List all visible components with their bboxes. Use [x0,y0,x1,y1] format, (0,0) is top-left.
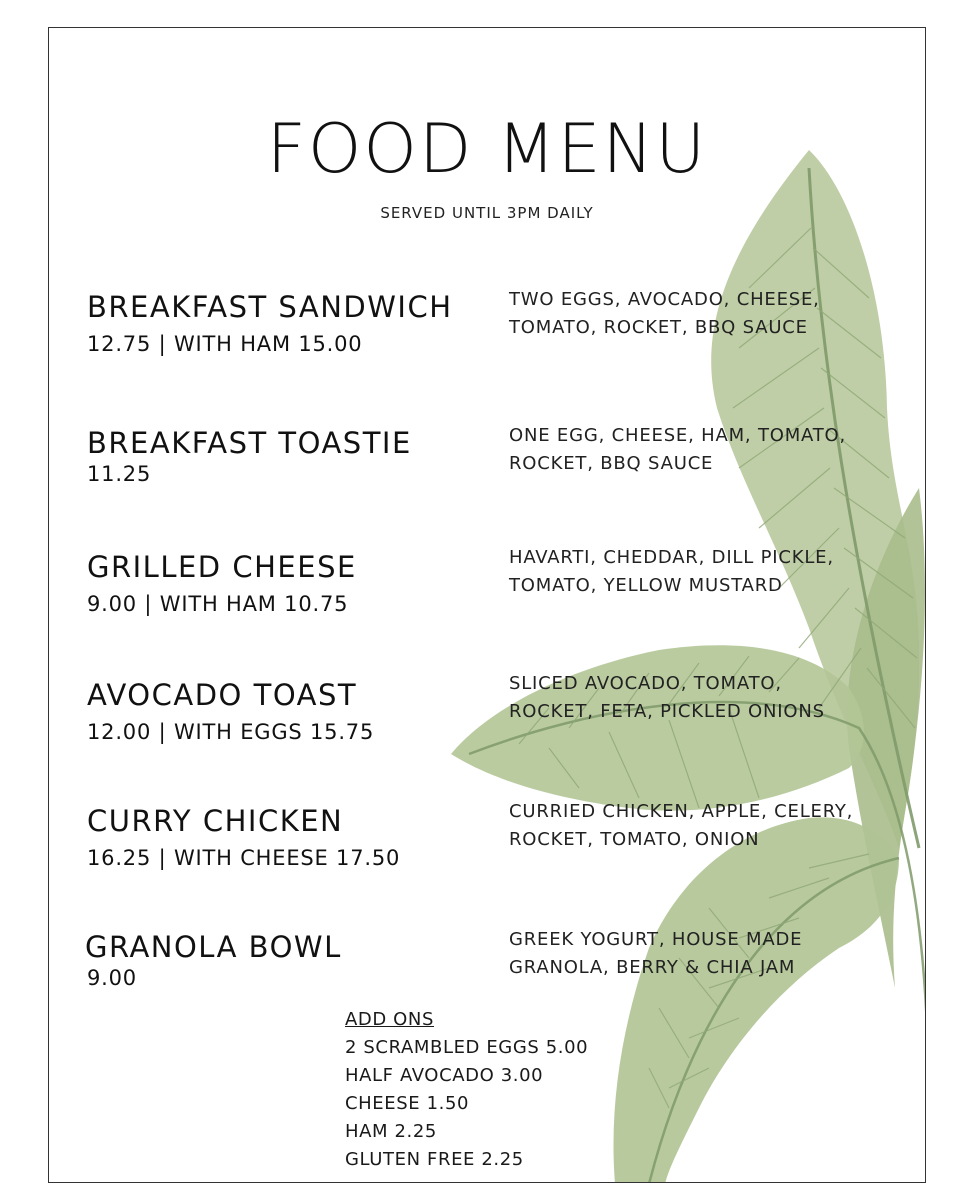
add-on-item: HALF AVOCADO 3.00 [345,1065,544,1086]
menu-item-description-line: TOMATO, YELLOW MUSTARD [509,575,783,596]
menu-item-name: GRANOLA BOWL [85,930,342,964]
menu-item-description-line: SLICED AVOCADO, TOMATO, [509,673,782,694]
menu-item-name: CURRY CHICKEN [87,804,344,838]
menu-item-price: 9.00 | WITH HAM 10.75 [87,592,349,616]
menu-item-price: 16.25 | WITH CHEESE 17.50 [87,846,401,870]
menu-item-price: 12.00 | WITH EGGS 15.75 [87,720,375,744]
menu-item-description-line: TOMATO, ROCKET, BBQ SAUCE [509,317,808,338]
menu-item-description-line: GREEK YOGURT, HOUSE MADE [509,929,803,950]
menu-item-description-line: HAVARTI, CHEDDAR, DILL PICKLE, [509,547,834,568]
menu-item-description-line: ROCKET, FETA, PICKLED ONIONS [509,701,825,722]
menu-item-name: AVOCADO TOAST [87,678,358,712]
add-on-item: 2 SCRAMBLED EGGS 5.00 [345,1037,589,1058]
menu-item-description-line: ONE EGG, CHEESE, HAM, TOMATO, [509,425,847,446]
menu-item-name: BREAKFAST TOASTIE [87,426,412,460]
menu-item-name: GRILLED CHEESE [87,550,357,584]
menu-item-description [509,670,909,726]
menu-item-price: 12.75 | WITH HAM 15.00 [87,332,363,356]
page-subtitle: SERVED UNTIL 3PM DAILY [380,204,594,222]
add-ons-section [345,1006,588,1174]
menu-item-description [509,286,909,342]
menu-item-description-line: GRANOLA, BERRY & CHIA JAM [509,957,796,978]
add-on-item: GLUTEN FREE 2.25 [345,1149,524,1170]
menu-item-description-line: CURRIED CHICKEN, APPLE, CELERY, [509,801,854,822]
menu-item-price: 11.25 [87,462,152,486]
menu-item-description [509,422,909,478]
menu-item-description-line: ROCKET, BBQ SAUCE [509,453,714,474]
menu-frame [48,27,926,1183]
menu-item-description [509,798,909,854]
add-ons-heading: ADD ONS [345,1009,435,1030]
menu-item-name: BREAKFAST SANDWICH [87,290,453,324]
menu-item-description-line: TWO EGGS, AVOCADO, CHEESE, [509,289,820,310]
menu-item-price: 9.00 [87,966,137,990]
menu-item-description [509,544,909,600]
menu-item-description-line: ROCKET, TOMATO, ONION [509,829,760,850]
menu-item-description [509,926,909,982]
add-on-item: HAM 2.25 [345,1121,437,1142]
page-title: FOOD MENU [266,110,708,189]
add-on-item: CHEESE 1.50 [345,1093,470,1114]
